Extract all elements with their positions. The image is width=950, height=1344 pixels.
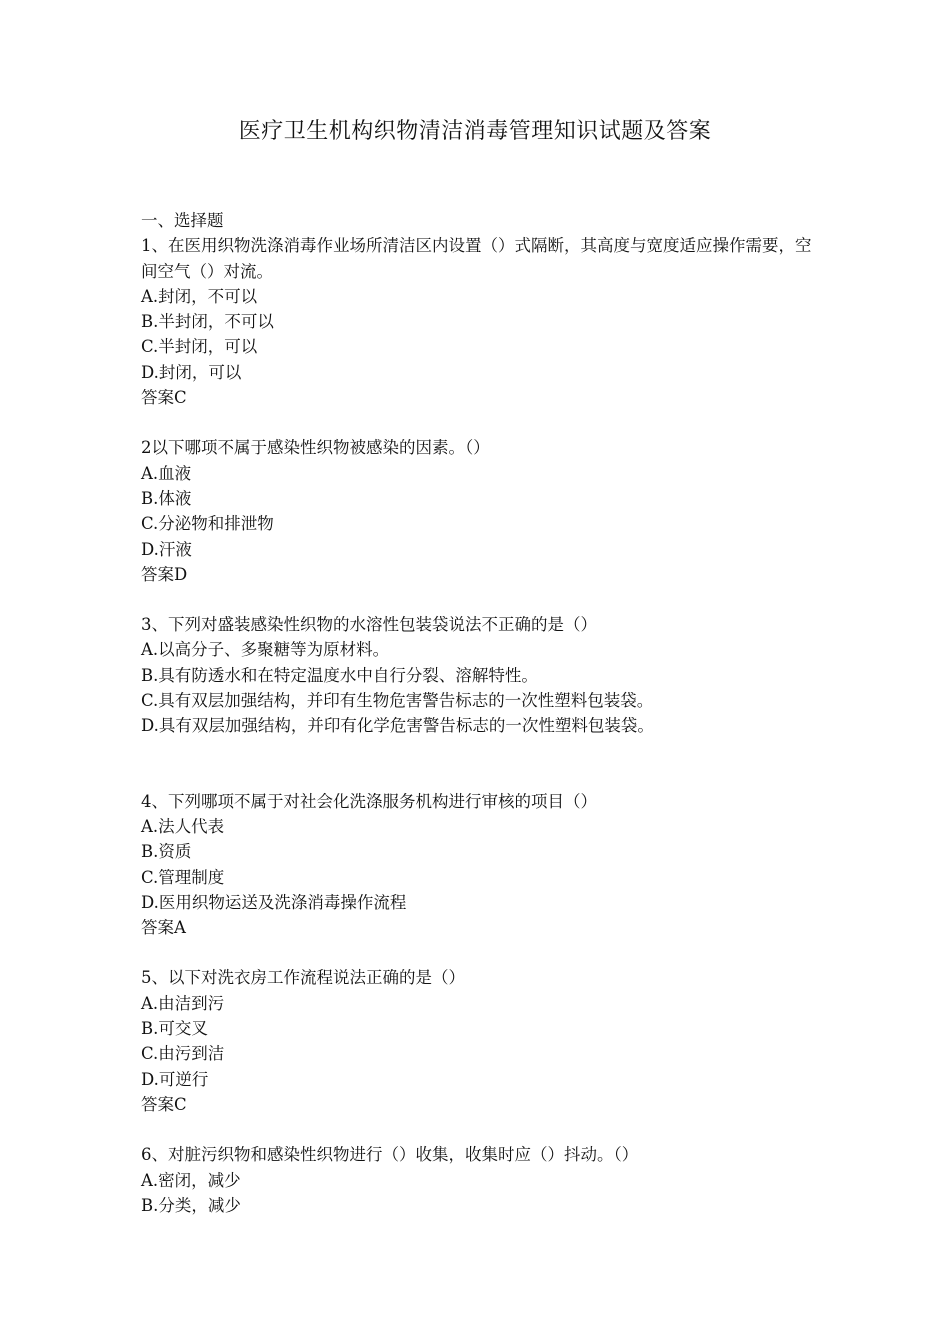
- option-d: D.汗液: [141, 539, 192, 559]
- section-heading: 一、选择题: [141, 211, 224, 230]
- option-c: C.管理制度: [141, 867, 225, 887]
- question-block: [141, 965, 821, 1117]
- option-b: B.具有防透水和在特定温度水中自行分裂、溶解特性。: [141, 665, 538, 685]
- option-b: B.体液: [141, 488, 192, 508]
- option-d: D.医用织物运送及洗涤消毒操作流程: [141, 892, 407, 912]
- question-stem: 1、在医用织物洗涤消毒作业场所清洁区内设置（）式隔断，其高度与宽度适应操作需要，空间空气（）对流。: [141, 236, 812, 281]
- option-d: D.具有双层加强结构，并印有化学危害警告标志的一次性塑料包装袋。: [141, 716, 654, 736]
- question-block: [141, 1142, 821, 1218]
- option-b: B.资质: [141, 842, 192, 862]
- document-body: [141, 208, 821, 1218]
- question-stem: 4、下列哪项不属于对社会化洗涤服务机构进行审核的项目（）: [141, 791, 597, 811]
- option-a: A.以高分子、多聚糖等为原材料。: [141, 640, 390, 660]
- question-stem: 3、下列对盛装感染性织物的水溶性包装袋说法不正确的是（）: [141, 615, 597, 635]
- option-a: A.法人代表: [141, 816, 225, 836]
- option-b: B.分类，减少: [141, 1195, 241, 1215]
- option-c: C.分泌物和排泄物: [141, 514, 274, 534]
- answer: 答案A: [141, 918, 186, 938]
- option-a: A.封闭，不可以: [141, 286, 258, 306]
- option-b: B.半封闭，不可以: [141, 312, 274, 332]
- option-a: A.血液: [141, 463, 192, 483]
- answer: 答案C: [141, 1094, 187, 1114]
- question-block: [141, 435, 821, 587]
- question-stem: 6、对脏污织物和感染性织物进行（）收集，收集时应（）抖动。（）: [141, 1145, 639, 1165]
- option-b: B.可交叉: [141, 1019, 208, 1039]
- option-d: D.可逆行: [141, 1069, 209, 1089]
- question-block: [141, 233, 821, 410]
- answer: 答案D: [141, 564, 188, 584]
- question-stem: 2以下哪项不属于感染性织物被感染的因素。（）: [141, 438, 490, 458]
- option-a: A.由洁到污: [141, 993, 225, 1013]
- option-c: C.具有双层加强结构，并印有生物危害警告标志的一次性塑料包装袋。: [141, 691, 654, 711]
- option-c: C.由污到洁: [141, 1044, 225, 1064]
- option-a: A.密闭，减少: [141, 1170, 241, 1190]
- answer: 答案C: [141, 388, 187, 408]
- option-d: D.封闭，可以: [141, 362, 242, 382]
- question-stem: 5、以下对洗衣房工作流程说法正确的是（）: [141, 968, 465, 988]
- option-c: C.半封闭，可以: [141, 337, 258, 357]
- document-title: 医疗卫生机构织物清洁消毒管理知识试题及答案: [238, 119, 712, 144]
- question-block: [141, 612, 821, 738]
- question-block: [141, 789, 821, 941]
